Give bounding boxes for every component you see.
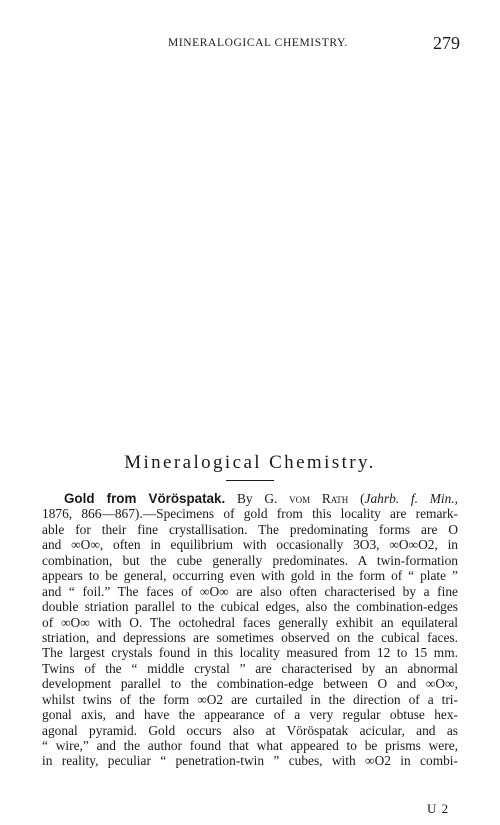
reference-close: , bbox=[454, 491, 458, 506]
signature-mark: U 2 bbox=[427, 801, 450, 816]
page-number: 279 bbox=[433, 33, 460, 53]
text-line: Twins of the “ middle crystal ” are characterised by an abnormal bbox=[42, 660, 458, 676]
running-head bbox=[0, 33, 500, 57]
text-line: striation, and depressions are sometimes observed on the cubical faces. bbox=[42, 629, 458, 645]
text-line: “ wire,” and the author found that what appeared to be prisms were, bbox=[42, 738, 458, 753]
text-line: able for their fine crystallisation. The predominating forms are O bbox=[42, 521, 458, 537]
byline-by: By G. bbox=[236, 491, 278, 506]
text-line: gonal axis, and have the appearance of a very regular obtuse hex- bbox=[42, 707, 458, 723]
article-first-line bbox=[42, 491, 458, 506]
section-rule bbox=[226, 480, 274, 481]
running-title: MINERALOGICAL CHEMISTRY. bbox=[168, 37, 348, 49]
text-line: and “ foil.” The faces of ∞O∞ are also often characterised by a fine bbox=[42, 583, 458, 599]
section-heading: Mineralogical Chemistry. bbox=[124, 452, 376, 473]
journal-name: Jahrb. f. Min. bbox=[364, 491, 455, 506]
text-line: whilst twins of the form ∞O2 are curtailed in the direction of a tri- bbox=[42, 691, 458, 707]
text-line: development parallel to the combination-edge between O and ∞O∞, bbox=[42, 676, 458, 692]
reference-open: ( bbox=[360, 491, 365, 506]
text-line: The largest crystals found in this locality measured from 12 to 15 mm. bbox=[42, 645, 458, 661]
text-line: of ∞O∞ with O. The octohedral faces generally exhibit an equilateral bbox=[42, 614, 458, 630]
byline-author: vom Rath bbox=[289, 491, 349, 506]
article-body bbox=[42, 491, 458, 769]
text-line: appears to be general, occurring even with gold in the form of “ plate ” bbox=[42, 568, 458, 584]
text-line: combination, but the cube generally predominates. A twin-formation bbox=[42, 552, 458, 568]
text-line: and ∞O∞, often in equilibrium with occasionally 3O3, ∞O∞O2, in bbox=[42, 537, 458, 553]
text-line: 1876, 866—867).—Specimens of gold from this locality are remark- bbox=[42, 506, 458, 522]
text-line: in reality, peculiar “ penetration-twin ” cubes, with ∞O2 in combi- bbox=[42, 753, 458, 769]
text-line: double striation parallel to the cubical edges, also the combination-edges bbox=[42, 599, 458, 615]
text-line: agonal pyramid. Gold occurs also at Vöröspatak acicular, and as bbox=[42, 722, 458, 738]
article-title: Gold from Vöröspatak. bbox=[64, 491, 226, 506]
